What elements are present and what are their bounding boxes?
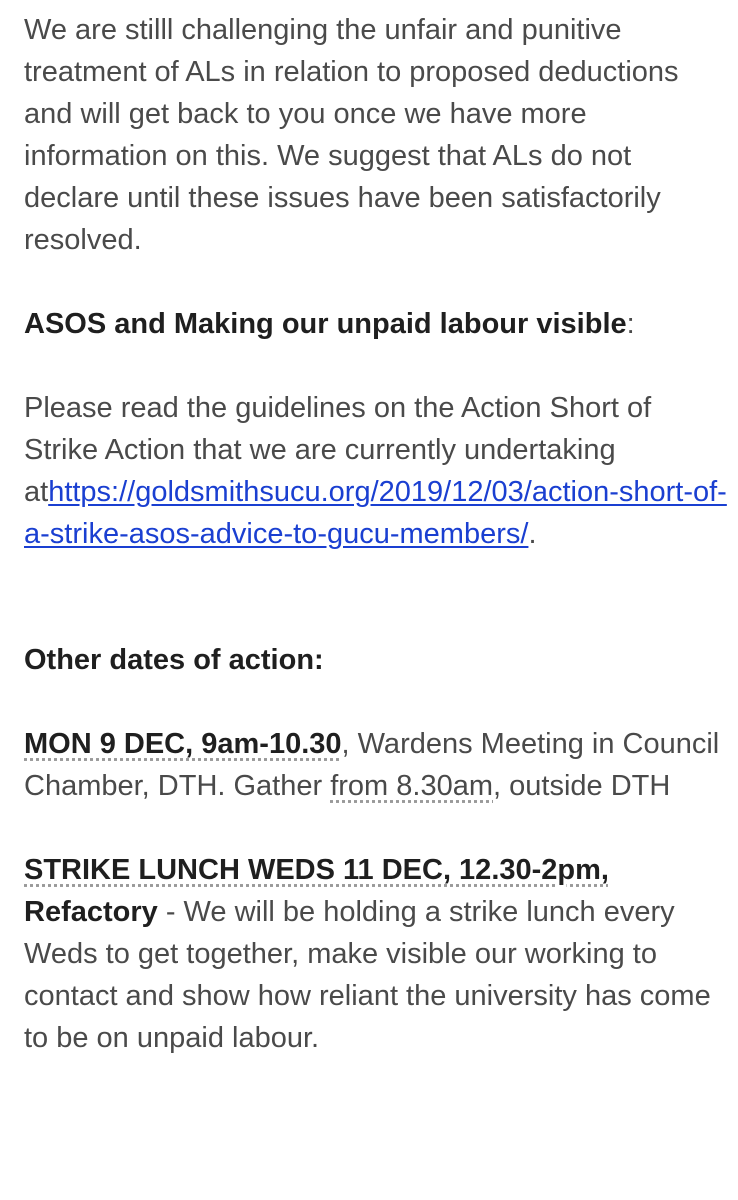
event-date-mon-9-dec[interactable]: MON 9 DEC, 9am-10.30 bbox=[24, 728, 342, 760]
other-dates-heading: Other dates of action: bbox=[24, 644, 324, 676]
spacer bbox=[24, 807, 730, 849]
asos-heading: ASOS and Making our unpaid labour visible bbox=[24, 308, 627, 340]
event-date-weds-11-dec[interactable]: STRIKE LUNCH WEDS 11 DEC, 12.30-2pm, bbox=[24, 854, 609, 886]
asos-advice-link[interactable]: https://goldsmithsucu.org/2019/12/03/action-short-of-a-strike-asos-advice-to-gucu-members/ bbox=[24, 476, 727, 550]
paragraph-deductions: We are stilll challenging the unfair and punitive treatment of ALs in relation to proposed deductions and will get back to you once we have more information on this. We suggest that ALs do not declare until these issues have been satisfactorily resolved. bbox=[24, 14, 679, 256]
guidelines-text: Please read the guidelines on the Action Short of Strike Action that we are currently undertaking at bbox=[24, 392, 652, 508]
event-location-text: , outside DTH bbox=[493, 770, 671, 802]
spacer bbox=[24, 681, 730, 723]
paragraph-guidelines bbox=[24, 387, 730, 555]
guidelines-period: . bbox=[528, 518, 537, 550]
event-wardens-meeting bbox=[24, 723, 730, 807]
spacer bbox=[24, 261, 730, 303]
event-location-refactory: Refactory bbox=[24, 896, 158, 928]
event-separator: , bbox=[341, 728, 358, 760]
email-body bbox=[24, 9, 730, 1059]
event-description: Wardens Meeting in Council Chamber, DTH. Gather bbox=[24, 728, 720, 802]
event-strike-lunch-description: - We will be holding a strike lunch every Weds to get together, make visible our working to contact and show how reliant the university has come to be on unpaid labour. bbox=[24, 896, 711, 1054]
asos-heading-line bbox=[24, 303, 730, 345]
asos-heading-colon: : bbox=[626, 308, 635, 340]
spacer bbox=[24, 555, 730, 639]
event-strike-lunch bbox=[24, 849, 730, 1059]
spacer bbox=[24, 345, 730, 387]
event-gather-time[interactable]: from 8.30am bbox=[330, 770, 494, 802]
